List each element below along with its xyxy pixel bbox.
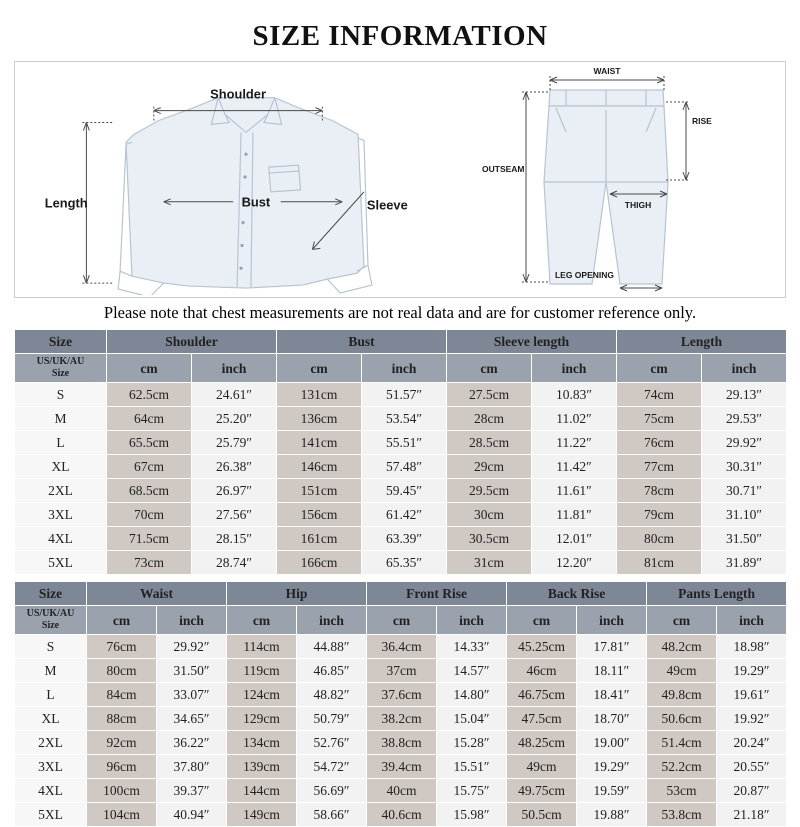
- cell-length-in: 31.89″: [702, 551, 787, 575]
- subheader-size-region: US/UK/AU Size: [15, 606, 87, 635]
- cell-shoulder-cm: 73cm: [107, 551, 192, 575]
- cell-waist-cm: 80cm: [87, 659, 157, 683]
- cell-length-cm: 77cm: [617, 455, 702, 479]
- cell-shoulder-cm: 70cm: [107, 503, 192, 527]
- cell-backrise-in: 19.88″: [577, 803, 647, 827]
- cell-backrise-cm: 50.5cm: [507, 803, 577, 827]
- subheader-waist-inch: inch: [157, 606, 227, 635]
- table-row: [15, 683, 787, 707]
- cell-hip-in: 54.72″: [297, 755, 367, 779]
- cell-length-in: 29.53″: [702, 407, 787, 431]
- cell-hip-cm: 119cm: [227, 659, 297, 683]
- cell-pants-in: 19.29″: [717, 659, 787, 683]
- pants-diagram: [477, 62, 785, 297]
- cell-length-in: 30.71″: [702, 479, 787, 503]
- cell-pants-in: 19.92″: [717, 707, 787, 731]
- table-row: [15, 731, 787, 755]
- cell-sleeve-in: 11.22″: [532, 431, 617, 455]
- waist-label: WAIST: [593, 66, 621, 76]
- cell-size: L: [15, 431, 107, 455]
- cell-size: L: [15, 683, 87, 707]
- cell-sleeve-cm: 28cm: [447, 407, 532, 431]
- cell-size: 5XL: [15, 803, 87, 827]
- cell-hip-in: 46.85″: [297, 659, 367, 683]
- cell-waist-in: 36.22″: [157, 731, 227, 755]
- cell-frontrise-in: 14.80″: [437, 683, 507, 707]
- table-row: [15, 383, 787, 407]
- cell-frontrise-cm: 37.6cm: [367, 683, 437, 707]
- table-row: [15, 659, 787, 683]
- cell-size: XL: [15, 707, 87, 731]
- cell-waist-cm: 96cm: [87, 755, 157, 779]
- subheader-backrise-inch: inch: [577, 606, 647, 635]
- cell-pants-in: 18.98″: [717, 635, 787, 659]
- cell-pants-in: 21.18″: [717, 803, 787, 827]
- cell-length-cm: 78cm: [617, 479, 702, 503]
- cell-bust-cm: 146cm: [277, 455, 362, 479]
- rise-label: RISE: [692, 116, 712, 126]
- header-bust: Bust: [277, 330, 447, 354]
- cell-waist-in: 33.07″: [157, 683, 227, 707]
- cell-frontrise-in: 14.33″: [437, 635, 507, 659]
- cell-waist-in: 39.37″: [157, 779, 227, 803]
- cell-waist-in: 29.92″: [157, 635, 227, 659]
- cell-backrise-in: 19.29″: [577, 755, 647, 779]
- subheader-frontrise-inch: inch: [437, 606, 507, 635]
- cell-sleeve-in: 11.81″: [532, 503, 617, 527]
- cell-length-cm: 81cm: [617, 551, 702, 575]
- cell-waist-cm: 92cm: [87, 731, 157, 755]
- cell-bust-cm: 161cm: [277, 527, 362, 551]
- cell-bust-in: 59.45″: [362, 479, 447, 503]
- table-row: [15, 779, 787, 803]
- cell-hip-cm: 134cm: [227, 731, 297, 755]
- cell-backrise-cm: 46cm: [507, 659, 577, 683]
- cell-bust-cm: 136cm: [277, 407, 362, 431]
- cell-shoulder-cm: 71.5cm: [107, 527, 192, 551]
- table-row: [15, 755, 787, 779]
- upper-size-table: [14, 329, 787, 575]
- cell-shoulder-cm: 64cm: [107, 407, 192, 431]
- cell-size: 3XL: [15, 503, 107, 527]
- subheader-bust-cm: cm: [277, 354, 362, 383]
- cell-sleeve-cm: 29.5cm: [447, 479, 532, 503]
- cell-pants-cm: 53cm: [647, 779, 717, 803]
- cell-sleeve-cm: 27.5cm: [447, 383, 532, 407]
- cell-length-in: 31.50″: [702, 527, 787, 551]
- cell-sleeve-in: 11.42″: [532, 455, 617, 479]
- subheader-backrise-cm: cm: [507, 606, 577, 635]
- cell-backrise-in: 17.81″: [577, 635, 647, 659]
- shoulder-label: Shoulder: [210, 86, 266, 102]
- cell-sleeve-in: 11.02″: [532, 407, 617, 431]
- cell-bust-cm: 166cm: [277, 551, 362, 575]
- cell-pants-in: 20.55″: [717, 755, 787, 779]
- table-row: [15, 455, 787, 479]
- cell-bust-in: 55.51″: [362, 431, 447, 455]
- cell-size: 2XL: [15, 479, 107, 503]
- subheader-length-cm: cm: [617, 354, 702, 383]
- cell-frontrise-cm: 38.2cm: [367, 707, 437, 731]
- cell-shoulder-cm: 65.5cm: [107, 431, 192, 455]
- table-row: [15, 431, 787, 455]
- subheader-length-inch: inch: [702, 354, 787, 383]
- table-subheader-row: [15, 354, 787, 383]
- table-row: [15, 503, 787, 527]
- header-waist: Waist: [87, 582, 227, 606]
- cell-size: M: [15, 659, 87, 683]
- length-label: Length: [44, 195, 88, 211]
- cell-bust-cm: 131cm: [277, 383, 362, 407]
- cell-hip-in: 50.79″: [297, 707, 367, 731]
- cell-length-cm: 80cm: [617, 527, 702, 551]
- table-row: [15, 407, 787, 431]
- cell-shoulder-in: 27.56″: [192, 503, 277, 527]
- cell-backrise-cm: 49cm: [507, 755, 577, 779]
- cell-shoulder-cm: 68.5cm: [107, 479, 192, 503]
- cell-pants-in: 20.24″: [717, 731, 787, 755]
- sleeve-label: Sleeve: [366, 197, 408, 213]
- cell-shoulder-in: 25.20″: [192, 407, 277, 431]
- cell-shoulder-in: 24.61″: [192, 383, 277, 407]
- outseam-label: OUTSEAM: [482, 164, 525, 174]
- cell-hip-in: 48.82″: [297, 683, 367, 707]
- cell-shoulder-in: 26.38″: [192, 455, 277, 479]
- leg-opening-label: LEG OPENING: [554, 270, 614, 280]
- cell-waist-cm: 88cm: [87, 707, 157, 731]
- table-header-row: [15, 330, 787, 354]
- cell-pants-cm: 48.2cm: [647, 635, 717, 659]
- cell-frontrise-cm: 37cm: [367, 659, 437, 683]
- subheader-sleeve-cm: cm: [447, 354, 532, 383]
- cell-backrise-cm: 48.25cm: [507, 731, 577, 755]
- cell-length-cm: 76cm: [617, 431, 702, 455]
- cell-frontrise-in: 15.98″: [437, 803, 507, 827]
- cell-shoulder-in: 28.74″: [192, 551, 277, 575]
- cell-backrise-in: 18.70″: [577, 707, 647, 731]
- cell-sleeve-in: 12.20″: [532, 551, 617, 575]
- cell-sleeve-in: 11.61″: [532, 479, 617, 503]
- cell-bust-in: 57.48″: [362, 455, 447, 479]
- subheader-shoulder-inch: inch: [192, 354, 277, 383]
- cell-size: S: [15, 635, 87, 659]
- subheader-frontrise-cm: cm: [367, 606, 437, 635]
- cell-hip-in: 56.69″: [297, 779, 367, 803]
- cell-frontrise-in: 15.04″: [437, 707, 507, 731]
- cell-frontrise-in: 14.57″: [437, 659, 507, 683]
- cell-backrise-cm: 46.75cm: [507, 683, 577, 707]
- cell-waist-in: 37.80″: [157, 755, 227, 779]
- cell-length-in: 31.10″: [702, 503, 787, 527]
- subheader-pants-inch: inch: [717, 606, 787, 635]
- cell-pants-in: 20.87″: [717, 779, 787, 803]
- cell-backrise-in: 19.59″: [577, 779, 647, 803]
- cell-length-in: 30.31″: [702, 455, 787, 479]
- cell-frontrise-cm: 36.4cm: [367, 635, 437, 659]
- cell-length-in: 29.92″: [702, 431, 787, 455]
- subheader-bust-inch: inch: [362, 354, 447, 383]
- table-subheader-row: [15, 606, 787, 635]
- cell-hip-in: 52.76″: [297, 731, 367, 755]
- measurement-diagram: [14, 61, 786, 298]
- cell-bust-in: 53.54″: [362, 407, 447, 431]
- cell-frontrise-cm: 38.8cm: [367, 731, 437, 755]
- cell-waist-in: 40.94″: [157, 803, 227, 827]
- cell-shoulder-in: 25.79″: [192, 431, 277, 455]
- measurement-note: Please note that chest measurements are not real data and are for customer reference only.: [103, 303, 697, 322]
- cell-waist-cm: 76cm: [87, 635, 157, 659]
- cell-length-cm: 74cm: [617, 383, 702, 407]
- cell-bust-in: 61.42″: [362, 503, 447, 527]
- header-back-rise: Back Rise: [507, 582, 647, 606]
- cell-frontrise-in: 15.51″: [437, 755, 507, 779]
- header-pants-length: Pants Length: [647, 582, 787, 606]
- cell-bust-in: 51.57″: [362, 383, 447, 407]
- cell-pants-cm: 50.6cm: [647, 707, 717, 731]
- subheader-hip-cm: cm: [227, 606, 297, 635]
- cell-waist-in: 31.50″: [157, 659, 227, 683]
- cell-backrise-in: 18.41″: [577, 683, 647, 707]
- cell-hip-cm: 129cm: [227, 707, 297, 731]
- cell-bust-in: 63.39″: [362, 527, 447, 551]
- thigh-label: THIGH: [624, 200, 652, 210]
- cell-size: 2XL: [15, 731, 87, 755]
- subheader-waist-cm: cm: [87, 606, 157, 635]
- table-row: [15, 551, 787, 575]
- cell-frontrise-cm: 40.6cm: [367, 803, 437, 827]
- header-size: Size: [15, 582, 87, 606]
- cell-shoulder-in: 28.15″: [192, 527, 277, 551]
- cell-sleeve-cm: 31cm: [447, 551, 532, 575]
- page-title: SIZE INFORMATION: [252, 20, 548, 52]
- bust-label: Bust: [241, 194, 271, 210]
- cell-backrise-cm: 45.25cm: [507, 635, 577, 659]
- header-sleeve-length: Sleeve length: [447, 330, 617, 354]
- cell-frontrise-in: 15.28″: [437, 731, 507, 755]
- cell-waist-in: 34.65″: [157, 707, 227, 731]
- cell-backrise-in: 18.11″: [577, 659, 647, 683]
- cell-shoulder-cm: 62.5cm: [107, 383, 192, 407]
- cell-sleeve-cm: 29cm: [447, 455, 532, 479]
- cell-size: XL: [15, 455, 107, 479]
- cell-shoulder-cm: 67cm: [107, 455, 192, 479]
- pants-illustration-icon: [477, 62, 785, 295]
- cell-sleeve-cm: 28.5cm: [447, 431, 532, 455]
- cell-backrise-cm: 49.75cm: [507, 779, 577, 803]
- shirt-illustration-icon: [15, 62, 477, 295]
- cell-sleeve-in: 12.01″: [532, 527, 617, 551]
- cell-length-in: 29.13″: [702, 383, 787, 407]
- cell-hip-cm: 114cm: [227, 635, 297, 659]
- cell-size: S: [15, 383, 107, 407]
- cell-pants-cm: 49.8cm: [647, 683, 717, 707]
- cell-hip-cm: 139cm: [227, 755, 297, 779]
- cell-backrise-cm: 47.5cm: [507, 707, 577, 731]
- cell-size: 3XL: [15, 755, 87, 779]
- cell-waist-cm: 104cm: [87, 803, 157, 827]
- header-size: Size: [15, 330, 107, 354]
- cell-hip-in: 44.88″: [297, 635, 367, 659]
- cell-pants-cm: 52.2cm: [647, 755, 717, 779]
- cell-hip-cm: 144cm: [227, 779, 297, 803]
- header-length: Length: [617, 330, 787, 354]
- cell-sleeve-cm: 30cm: [447, 503, 532, 527]
- cell-bust-cm: 156cm: [277, 503, 362, 527]
- lower-size-table: [14, 581, 787, 827]
- table-row: [15, 707, 787, 731]
- cell-pants-in: 19.61″: [717, 683, 787, 707]
- cell-length-cm: 75cm: [617, 407, 702, 431]
- cell-length-cm: 79cm: [617, 503, 702, 527]
- cell-shoulder-in: 26.97″: [192, 479, 277, 503]
- table-row: [15, 479, 787, 503]
- cell-hip-in: 58.66″: [297, 803, 367, 827]
- subheader-hip-inch: inch: [297, 606, 367, 635]
- cell-waist-cm: 84cm: [87, 683, 157, 707]
- header-shoulder: Shoulder: [107, 330, 277, 354]
- subheader-sleeve-inch: inch: [532, 354, 617, 383]
- shirt-diagram: [15, 62, 477, 297]
- cell-hip-cm: 149cm: [227, 803, 297, 827]
- table-row: [15, 527, 787, 551]
- cell-waist-cm: 100cm: [87, 779, 157, 803]
- cell-bust-cm: 141cm: [277, 431, 362, 455]
- subheader-shoulder-cm: cm: [107, 354, 192, 383]
- cell-size: 4XL: [15, 527, 107, 551]
- table-header-row: [15, 582, 787, 606]
- cell-bust-cm: 151cm: [277, 479, 362, 503]
- subheader-pants-cm: cm: [647, 606, 717, 635]
- cell-hip-cm: 124cm: [227, 683, 297, 707]
- subheader-size-region: US/UK/AU Size: [15, 354, 107, 383]
- cell-backrise-in: 19.00″: [577, 731, 647, 755]
- cell-pants-cm: 53.8cm: [647, 803, 717, 827]
- cell-sleeve-cm: 30.5cm: [447, 527, 532, 551]
- cell-frontrise-in: 15.75″: [437, 779, 507, 803]
- cell-size: M: [15, 407, 107, 431]
- table-row: [15, 635, 787, 659]
- cell-frontrise-cm: 40cm: [367, 779, 437, 803]
- cell-pants-cm: 51.4cm: [647, 731, 717, 755]
- header-front-rise: Front Rise: [367, 582, 507, 606]
- cell-bust-in: 65.35″: [362, 551, 447, 575]
- cell-sleeve-in: 10.83″: [532, 383, 617, 407]
- header-hip: Hip: [227, 582, 367, 606]
- table-row: [15, 803, 787, 827]
- cell-pants-cm: 49cm: [647, 659, 717, 683]
- cell-size: 4XL: [15, 779, 87, 803]
- cell-frontrise-cm: 39.4cm: [367, 755, 437, 779]
- cell-size: 5XL: [15, 551, 107, 575]
